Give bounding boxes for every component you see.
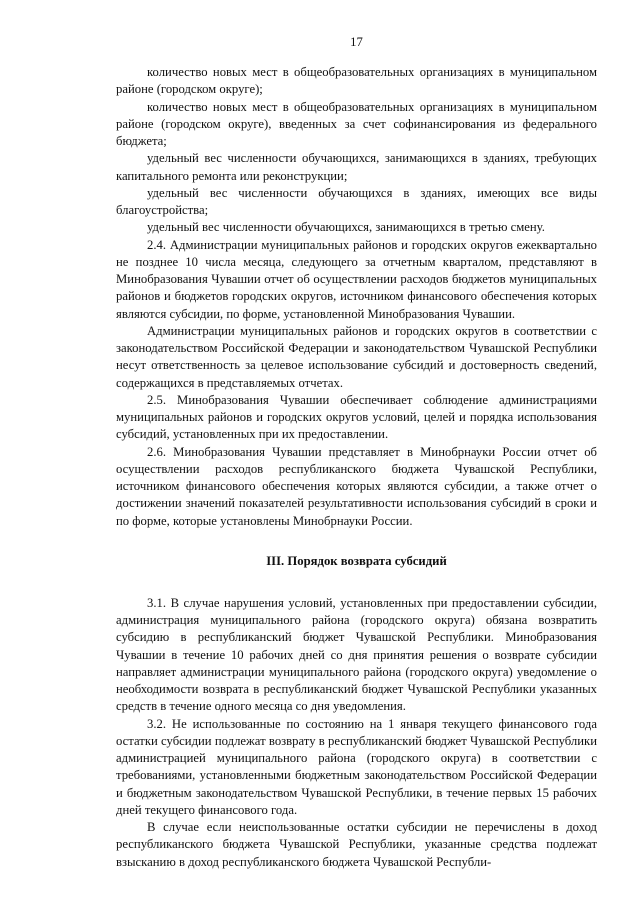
paragraph-share-amenities: удельный вес численности обучающихся в зданиях, имеющих все виды благоустройства;	[116, 185, 597, 217]
section-heading: III. Порядок возврата субсидий	[266, 553, 447, 568]
paragraph-share-repair: удельный вес численности обучающихся, занимающихся в зданиях, требующих капитального ремонта или реконструкции;	[116, 151, 597, 183]
paragraph-recovery: В случае если неиспользованные остатки субсидии не перечислены в доход республиканского бюджета Чувашской Республики, указанные средства подлежат взысканию в доход республиканского бюджета Чувашской Республи-	[116, 820, 597, 869]
paragraph-2-5: 2.5. Минобразования Чувашии обеспечивает соблюдение администрациями муниципальных районов и городских округов условий, целей и порядка использования субсидий, установленных при их предоставлении.	[116, 392, 597, 442]
paragraph-responsibility: Администрации муниципальных районов и городских округов в соответствии с законодательством Российской Федерации и законодательством Чувашской Республики несут ответственность за целевое использование субсидий и достоверность сведений, содержащихся в представляемых отчетах.	[116, 323, 597, 390]
paragraph-3-1: 3.1. В случае нарушения условий, установленных при предоставлении субсидии, администрация муниципального района (городского округа) обязана возвратить субсидию в республиканский бюджет Чувашской Республики. Минобразования Чувашии в течение 10 рабочих дней со дня принятия решения о возврате субсидии направляет администрации муниципального района (городского округа) уведомление о необходимости возврата в республиканский бюджет Чувашской Республики указанных средств в течение одного месяца со дня уведомления.	[116, 595, 597, 714]
paragraph-new-places-cofinanced: количество новых мест в общеобразовательных организациях в муниципальном районе (городском округе), введенных за счет софинансирования из федерального бюджета;	[116, 99, 597, 148]
paragraph-2-6: 2.6. Минобразования Чувашии представляет в Минобрнауки России отчет об осуществлении расходов республиканского бюджета Чувашской Республики, источником финансового обеспечения которых являются субсидии, а также отчет о достижении значений показателей результативности использования субсидий в сроки и по форме, которые установлены Минобрнауки России.	[116, 444, 597, 528]
paragraph-2-4: 2.4. Администрации муниципальных районов и городских округов ежеквартально не позднее 10 числа месяца, следующего за отчетным кварталом, представляют в Минобразования Чувашии отчет об осуществлении расходов бюджетов муниципальных районов и бюджетов городских округов, источником финансового обеспечения которых являются субсидии, по форме, установленной Минобразования Чувашии.	[116, 237, 597, 321]
paragraph-new-places: количество новых мест в общеобразовательных организациях в муниципальном районе (городском округе);	[116, 65, 597, 97]
page-number: 17	[350, 35, 363, 49]
paragraph-share-third-shift: удельный вес численности обучающихся, занимающихся в третью смену.	[147, 220, 545, 235]
paragraph-3-2: 3.2. Не использованные по состоянию на 1 января текущего финансового года остатки субсидии подлежат возврату в республиканский бюджет Чувашской Республики администрацией муниципального района (городского округа) в соответствии с требованиями, установленными бюджетным законодательством Российской Федерации и бюджетным законодательством Чувашской Республики, в течение первых 15 рабочих дней текущего финансового года.	[116, 716, 597, 817]
